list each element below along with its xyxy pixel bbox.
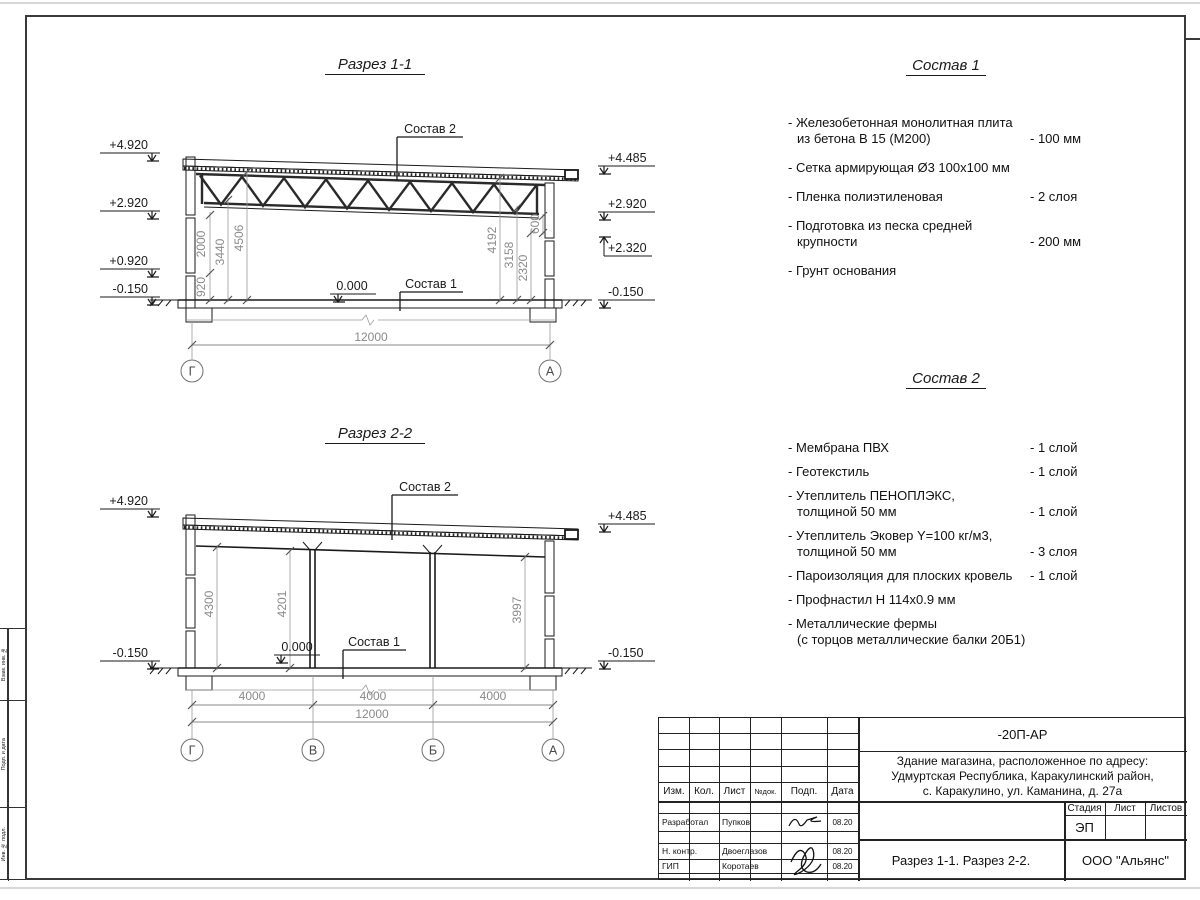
svg-text:4201: 4201: [275, 590, 289, 618]
signature-scribbles: [781, 810, 827, 878]
svg-text:Состав 2: Состав 2: [399, 480, 451, 494]
list-item: - Грунт основания: [788, 263, 897, 278]
row-name: Двоеглазов: [722, 846, 768, 856]
sostav1-callout-1: [400, 277, 463, 311]
col-kol: Кол.: [694, 786, 714, 797]
svg-text:+0.920: +0.920: [109, 254, 148, 268]
list-item: - Пленка полиэтиленовая - 2 слоя: [788, 189, 1078, 204]
svg-text:+4.485: +4.485: [608, 151, 647, 165]
svg-text:4000: 4000: [479, 689, 507, 703]
svg-text:+4.920: +4.920: [109, 138, 148, 152]
svg-text:-0.150: -0.150: [608, 646, 644, 660]
svg-text:4506: 4506: [232, 224, 246, 252]
svg-text:+4.920: +4.920: [109, 494, 148, 508]
list-item: - Сетка армирующая Ø3 100х100 мм: [788, 160, 1010, 175]
elevations-left-2: [100, 494, 160, 669]
list-item: - Геотекстиль - 1 слой: [788, 464, 1078, 479]
row-role: Н. контр.: [662, 846, 698, 856]
sheets-label: Листов: [1149, 802, 1183, 814]
side-stamp-cell: Взам. инв. №: [0, 629, 8, 700]
svg-text:А: А: [548, 743, 558, 758]
svg-text:Г: Г: [188, 743, 196, 758]
col-izm: Изм.: [663, 786, 685, 797]
svg-text:Состав 2: Состав 2: [404, 122, 456, 136]
col-data: Дата: [831, 786, 854, 797]
sostav1-callout-2: [343, 635, 406, 679]
sheet-name: Разрез 1-1. Разрез 2-2.: [891, 852, 1031, 868]
list-item: - Мембрана ПВХ - 1 слой: [788, 440, 1078, 455]
svg-text:Состав 1: Состав 1: [348, 635, 400, 649]
svg-text:3997: 3997: [510, 596, 524, 624]
svg-text:4000: 4000: [359, 689, 387, 703]
svg-text:0.000: 0.000: [281, 640, 313, 654]
svg-text:3158: 3158: [502, 241, 516, 269]
wall-right-2: [545, 541, 554, 668]
list-item: - Пароизоляция для плоских кровель - 1 слой: [788, 568, 1078, 583]
svg-text:0.000: 0.000: [336, 279, 368, 293]
section-1-drawing: [100, 122, 655, 382]
svg-text:-0.150: -0.150: [112, 282, 148, 296]
list-item: - Подготовка из песка средней крупности - 200 мм: [788, 218, 1082, 249]
svg-text:В: В: [308, 743, 318, 758]
svg-text:+4.485: +4.485: [608, 509, 647, 523]
sostav1-title: Состав 1: [906, 57, 986, 76]
section-1-title: Разрез 1-1: [325, 56, 425, 75]
sostav1-list: [788, 115, 1110, 292]
elevations-right-1: [598, 151, 655, 308]
wall-right: [545, 183, 554, 308]
section-2-title: Разрез 2-2: [325, 425, 425, 444]
overall-dim-1: [188, 322, 554, 352]
row-name: Коротаев: [722, 861, 759, 871]
column-Б: [423, 545, 442, 668]
svg-text:3440: 3440: [213, 238, 227, 266]
doc-code: -20П-АР: [997, 727, 1048, 742]
svg-text:+2.320: +2.320: [608, 241, 647, 255]
sheet-label: Лист: [1114, 802, 1136, 814]
row-role: Разработал: [662, 817, 709, 827]
svg-text:920: 920: [194, 276, 208, 298]
zero-level-1: [330, 279, 376, 302]
svg-text:Г: Г: [188, 364, 196, 379]
zero-level-2: [274, 640, 320, 663]
svg-text:-0.150: -0.150: [608, 285, 644, 299]
dims-2: [202, 543, 529, 672]
list-item: - Профнастил Н 114х0.9 мм: [788, 592, 956, 607]
list-item: - Железобетонная монолитная плита из бетона В 15 (М200) - 100 мм: [788, 115, 1082, 146]
svg-text:12000: 12000: [354, 330, 388, 344]
svg-text:Б: Б: [428, 743, 438, 758]
row-date: 08.20: [832, 861, 853, 871]
svg-text:4192: 4192: [485, 226, 499, 254]
svg-text:2000: 2000: [194, 230, 208, 258]
company-name: ООО "Альянс": [1082, 852, 1169, 868]
svg-text:Состав 1: Состав 1: [405, 277, 457, 291]
col-podp: Подп.: [790, 786, 818, 797]
row-name: Пупков: [722, 817, 751, 827]
stage-value: ЭП: [1075, 819, 1094, 835]
side-stamp-cell: Инв. № подл.: [0, 808, 8, 880]
truss: [196, 174, 545, 218]
row-date: 08.20: [832, 846, 853, 856]
svg-text:12000: 12000: [355, 707, 389, 721]
section-2-drawing: [100, 480, 655, 761]
side-stamp-cell: Подп. и дата: [0, 701, 8, 807]
stage-label: Стадия: [1067, 802, 1102, 814]
svg-text:2320: 2320: [516, 254, 530, 282]
row-role: ГИП: [662, 861, 679, 871]
svg-text:А: А: [545, 364, 555, 379]
svg-text:+2.920: +2.920: [109, 196, 148, 210]
svg-text:600: 600: [528, 213, 542, 235]
svg-text:+2.920: +2.920: [608, 197, 647, 211]
elevations-right-2: [598, 509, 655, 669]
col-list: Лист: [723, 786, 746, 797]
svg-text:4000: 4000: [238, 689, 266, 703]
svg-text:-0.150: -0.150: [112, 646, 148, 660]
span-dims-2: [188, 676, 557, 729]
svg-text:4300: 4300: [202, 590, 216, 618]
title-block: [658, 717, 1186, 880]
grid-bubbles-1: [181, 352, 561, 382]
elevations-left-1: [100, 138, 160, 305]
list-item: - Утеплитель ПЕНОПЛЭКС, толщиной 50 мм - 1 слой: [788, 488, 1078, 519]
list-item: - Металлические фермы (с торцов металлические балки 20Б1): [788, 616, 1026, 647]
col-ndok: №док.: [754, 787, 777, 796]
wall-left-2: [186, 515, 195, 668]
sostav2-title: Состав 2: [906, 370, 986, 389]
list-item: - Утеплитель Эковер Y=100 кг/м3, толщиной 50 мм - 3 слоя: [788, 528, 1078, 559]
sostav2-list: [788, 440, 1110, 656]
project-address: Здание магазина, расположенное по адресу: Удмуртская Республика, Каракулинский район, с. Каракулино, ул. Каманина, д. 27а: [891, 753, 1154, 798]
side-stamp: [0, 628, 25, 880]
row-date: 08.20: [832, 817, 853, 827]
